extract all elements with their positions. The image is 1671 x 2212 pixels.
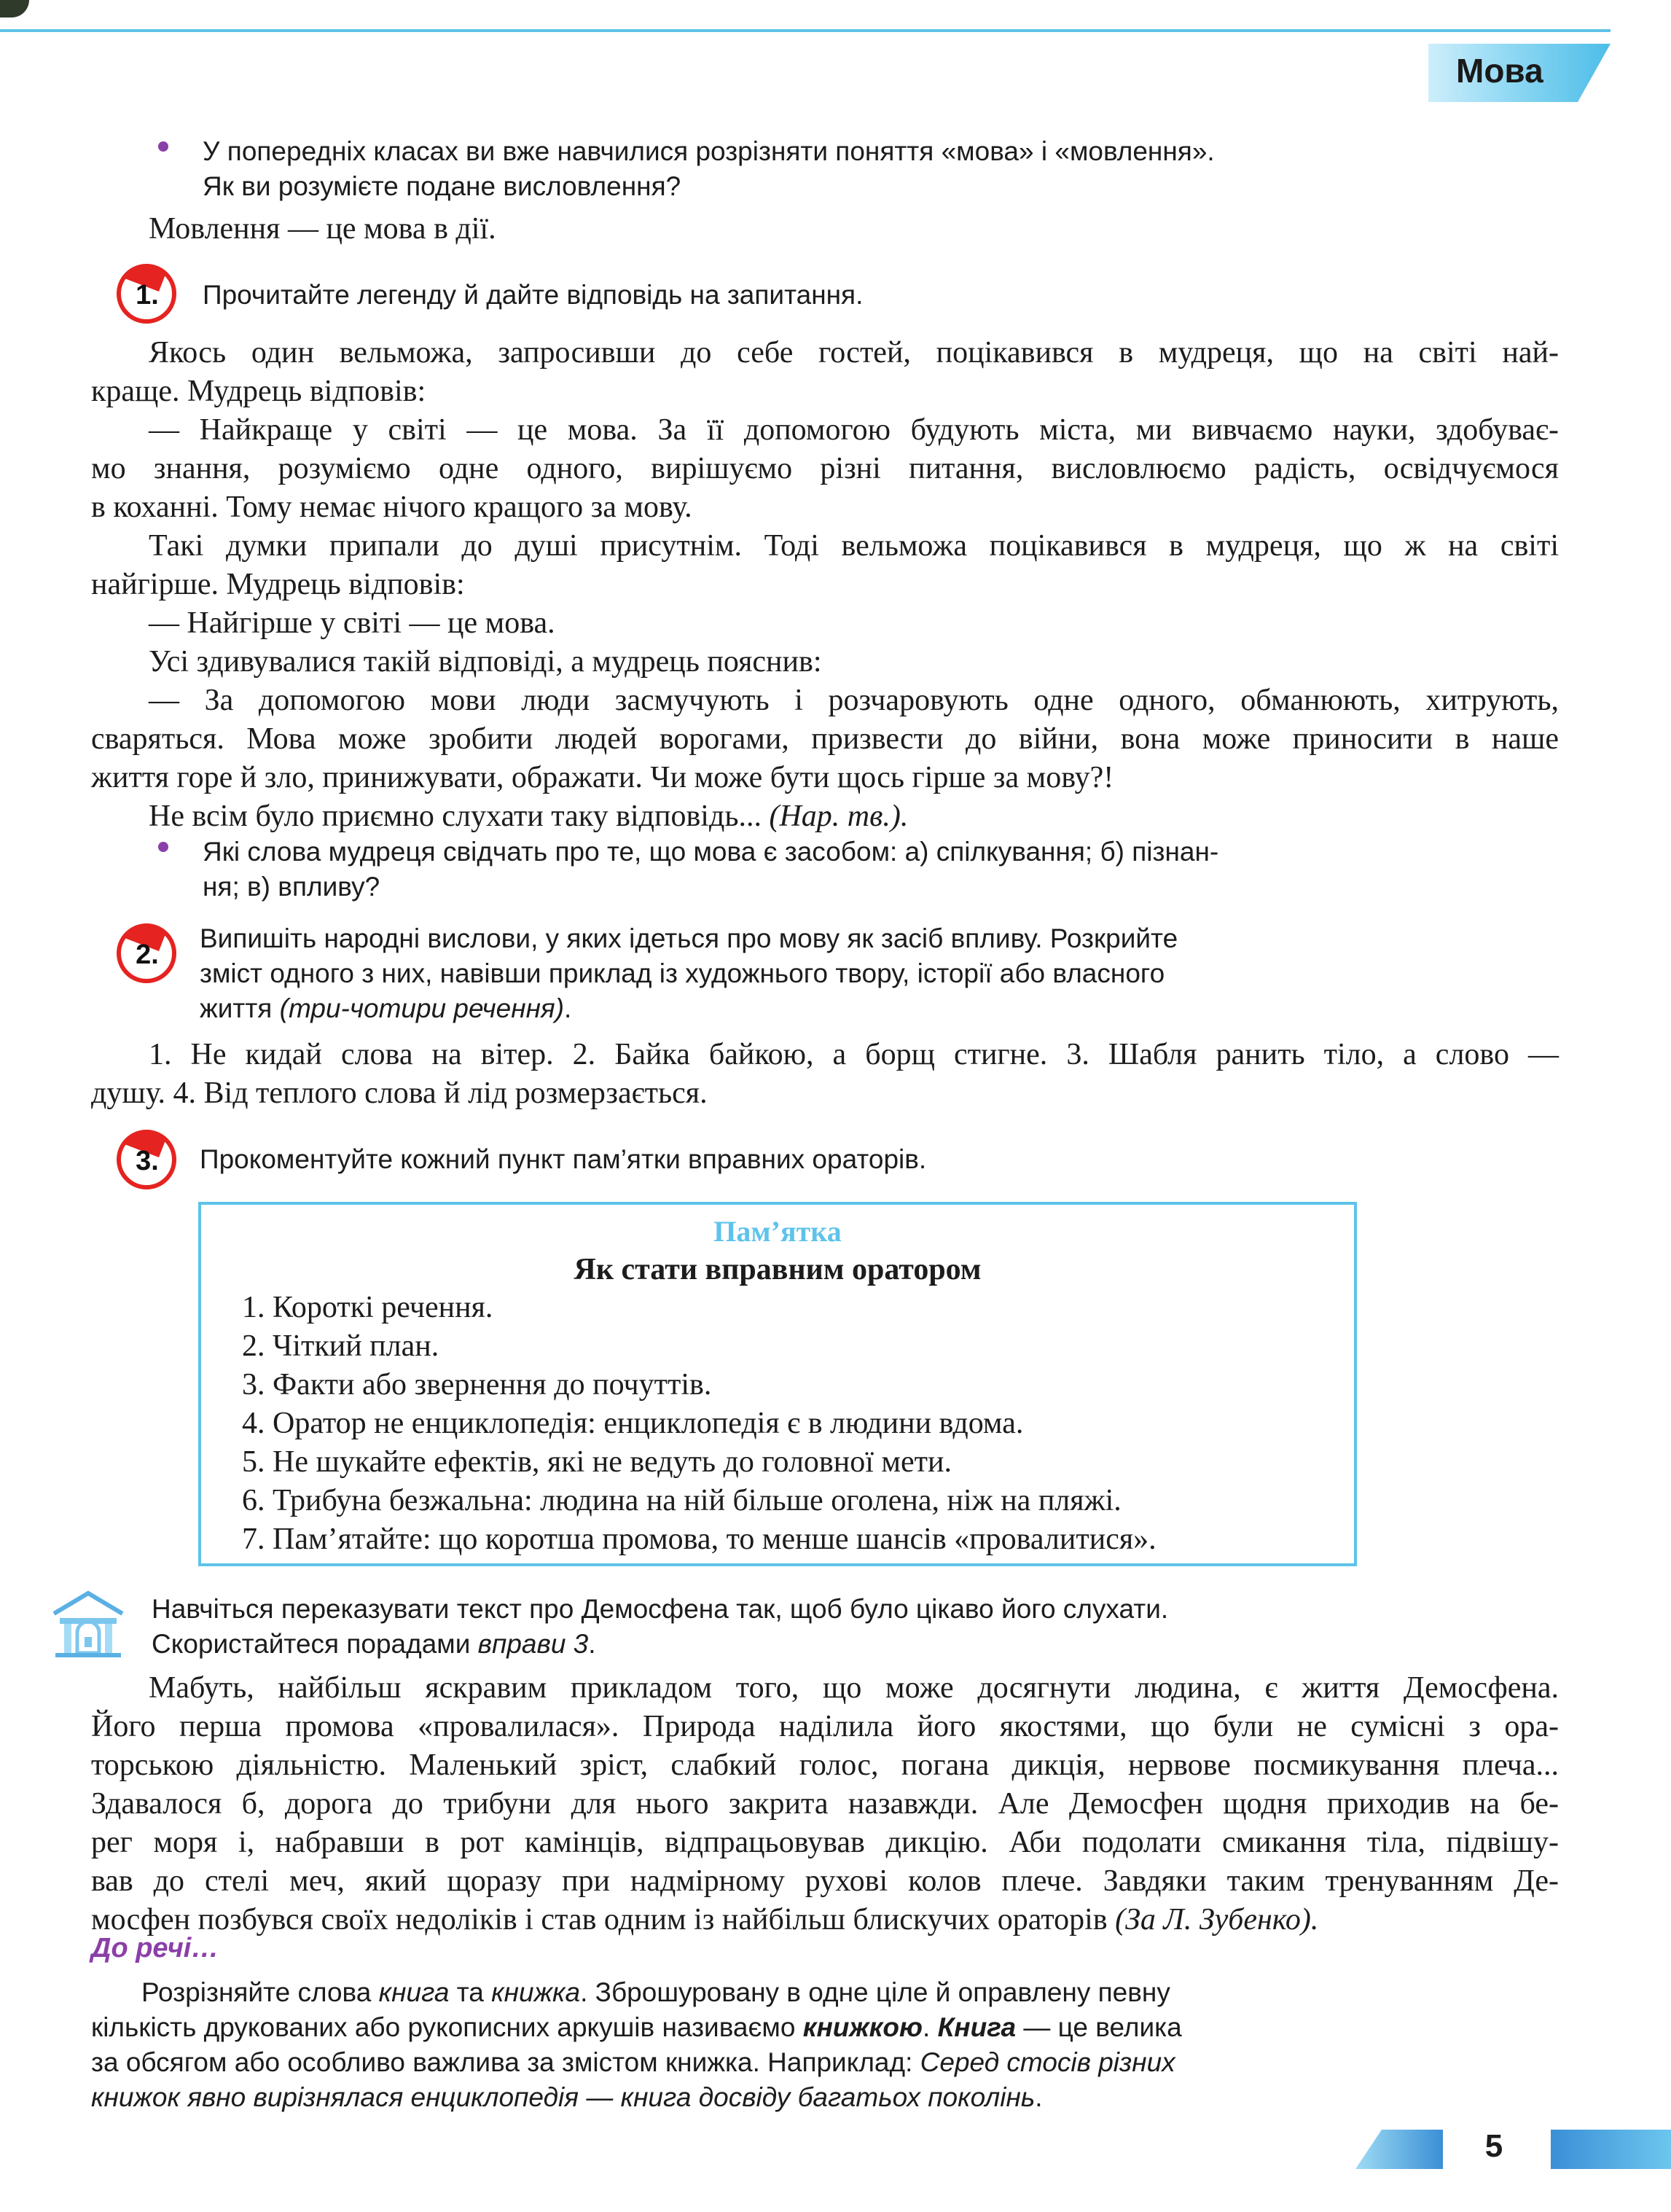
home-task-emphasis: вправи 3 [477,1629,589,1659]
corner-mark [0,0,29,17]
exercise-3-badge [115,1128,178,1191]
demosthenes-line: Його перша промова «провалилася». Природа наділила його якостями, що були не сумісні з ора- [91,1710,1559,1743]
btw-text: . Зброшуровану в одне ціле й оправлену певну [580,1977,1170,2007]
btw-text: . [1035,2082,1043,2112]
memo-title: Як стати вправним оратором [574,1253,982,1286]
ex2-task-note: (три-чотири речення) [279,993,565,1023]
demosthenes-line: торською діяльністю. Маленький зріст, слабкий голос, погана дикція, нервове посмикування плеча... [91,1748,1559,1782]
ex1-line: Якось один вельможа, запросивши до себе гостей, поцікавився в мудреця, що на світі най- [149,336,1559,370]
home-task-end: . [588,1629,596,1659]
ex1-line: краще. Мудрець відповів: [91,375,426,408]
memo-item: 7. Пам’ятайте: що коротша промова, то менше шансів «провалитися». [242,1523,1157,1556]
exercise-1-badge [115,262,178,325]
ex1-line: в коханні. Тому немає нічого кращого за мову. [91,491,692,524]
demosthenes-line: Здавалося б, дорога до трибуни для нього закрита назавжди. Але Демосфен щодня приходив на бе- [91,1787,1559,1821]
exercise-2-task-line-3 [200,991,571,1026]
btw-term: книга [378,1977,450,2007]
memo-item: 2. Чіткий план. [242,1329,439,1363]
ex1-line: Усі здивувалися такій відповіді, а мудрець пояснив: [149,645,822,679]
exercise-2-task-line-2: зміст одного з них, навівши приклад із художнього твору, історії або власного [200,958,1165,988]
header-rule [0,29,1611,32]
demosthenes-line-last [91,1901,1318,1939]
footer-band-left [1355,2130,1443,2169]
btw-text: — це велика [1016,2012,1182,2042]
exercise-1-number: 1. [136,280,159,310]
demosthenes-line: мосфен позбувся своїх недоліків і став одним із найбільш блискучих ораторів [91,1903,1108,1937]
house-icon [48,1589,128,1662]
exercise-3-task: Прокоментуйте кожний пункт пам’ятки вправних ораторів. [200,1144,927,1174]
demosthenes-line: вав до стелі меч, який щоразу при надмірному рухові колов плече. Завдяки таким тренуванням Де- [91,1864,1559,1898]
memo-label: Пам’ятка [713,1215,842,1248]
demosthenes-source: (За Л. Зубенко). [1115,1903,1319,1937]
demosthenes-line: Мабуть, найбільш яскравим прикладом того, що може досягнути людина, є життя Демосфена. [149,1671,1559,1705]
memo-item: 5. Не шукайте ефектів, які не ведуть до головної мети. [242,1445,952,1479]
bullet-dot [158,842,168,852]
btw-text: Розрізняйте слова [141,1977,379,2007]
page-number: 5 [1484,2128,1503,2164]
ex1-line: життя горе й зло, принижувати, ображати. Чи може бути щось гірше за мову?! [91,761,1114,794]
btw-text: за обсягом або особливо важлива за змістом книжка. Наприклад: [91,2047,920,2077]
btw-text: кількість друкованих або рукописних аркушів називаємо [91,2012,803,2042]
exercise-2-number: 2. [136,939,159,970]
ex2-task-end: . [564,993,572,1023]
ex1-line: сваряться. Мова може зробити людей ворогами, призвести до війни, вона може приносити в наше [91,722,1559,756]
intro-quote: Мовлення — це мова в дії. [149,212,496,246]
ex1-line: — Найкраще у світі — це мова. За її допомогою будують міста, ми вивчаємо науки, здобуває- [149,413,1559,447]
home-task-line-2 [152,1627,596,1662]
btw-example: Серед стосів різних [920,2047,1175,2077]
by-the-way-line-1 [141,1975,1170,2010]
ex2-answer-line-2: душу. 4. Від теплого слова й лід розмерзається. [91,1076,708,1110]
ex1-line-last [149,797,908,836]
ex2-task-text: життя [200,993,273,1023]
btw-example: книжок явно вирізнялася енциклопедія — книга досвіду багатьох поколінь [91,2082,1036,2112]
btw-text: . [923,2012,938,2042]
memo-item: 6. Трибуна безжальна: людина на ній більше оголена, ніж на пляжі. [242,1484,1122,1517]
btw-term: Книга [937,2012,1017,2042]
ex1-question-line-1: Які слова мудреця свідчать про те, що мова є засобом: а) спілкування; б) пізнан- [203,837,1219,867]
exercise-2-task-line-1: Випишіть народні вислови, у яких ідеться про мову як засіб впливу. Розкрийте [200,923,1178,953]
by-the-way-line-3 [91,2045,1175,2080]
ex1-line: — Найгірше у світі — це мова. [149,606,555,640]
exercise-1-task: Прочитайте легенду й дайте відповідь на запитання. [203,280,864,310]
exercise-2-badge-icon [115,922,178,985]
exercise-2-badge [115,922,178,985]
section-title: Мова [1456,52,1543,90]
exercise-1-badge-icon [115,262,178,325]
by-the-way-label: До речі… [91,1933,219,1963]
ex1-line: мо знання, розуміємо одне одного, вирішуємо різні питання, висловлюємо радість, освідчуємося [91,452,1559,485]
footer-band-right [1551,2130,1671,2169]
bullet-dot [158,141,168,152]
intro-line-2: Як ви розумієте подане висловлення? [203,171,681,201]
ex1-line: найгірше. Мудрець відповів: [91,568,465,601]
memo-item: 3. Факти або звернення до почуттів. [242,1368,712,1402]
btw-text: та [449,1977,492,2007]
exercise-3-badge-icon [115,1128,178,1191]
demosthenes-line: рег моря і, набравши в рот камінців, відпрацьовував дикцію. Аби подолати смикання тіла, підвішу- [91,1826,1559,1859]
home-task-text: Скористайтеся порадами [152,1629,478,1659]
memo-item: 4. Оратор не енциклопедія: енциклопедія є в людини вдома. [242,1407,1024,1440]
by-the-way-line-2 [91,2010,1182,2045]
intro-line-1: У попередніх класах ви вже навчилися розрізняти поняття «мова» і «мовлення». [203,136,1215,166]
home-task-line-1: Навчіться переказувати текст про Демосфена так, щоб було цікаво його слухати. [152,1594,1169,1624]
ex1-line: Не всім було приємно слухати таку відповідь... [149,800,762,833]
memo-item: 1. Короткі речення. [242,1291,493,1324]
ex1-line: Такі думки припали до душі присутнім. Тоді вельможа поцікавився в мудреця, що ж на світі [149,529,1559,563]
ex1-source: (Нар. тв.). [769,800,909,833]
btw-term: книжка [491,1977,581,2007]
ex1-line: — За допомогою мови люди засмучують і розчаровують одне одного, обманюють, хитрують, [149,684,1559,717]
by-the-way-line-4 [91,2080,1043,2115]
btw-term: книжкою [802,2012,923,2042]
ex1-question-line-2: ня; в) впливу? [203,872,380,902]
ex2-answer-line-1: 1. Не кидай слова на вітер. 2. Байка байкою, а борщ стигне. 3. Шабля ранить тіло, а слово — [149,1038,1559,1071]
exercise-3-number: 3. [136,1146,159,1176]
